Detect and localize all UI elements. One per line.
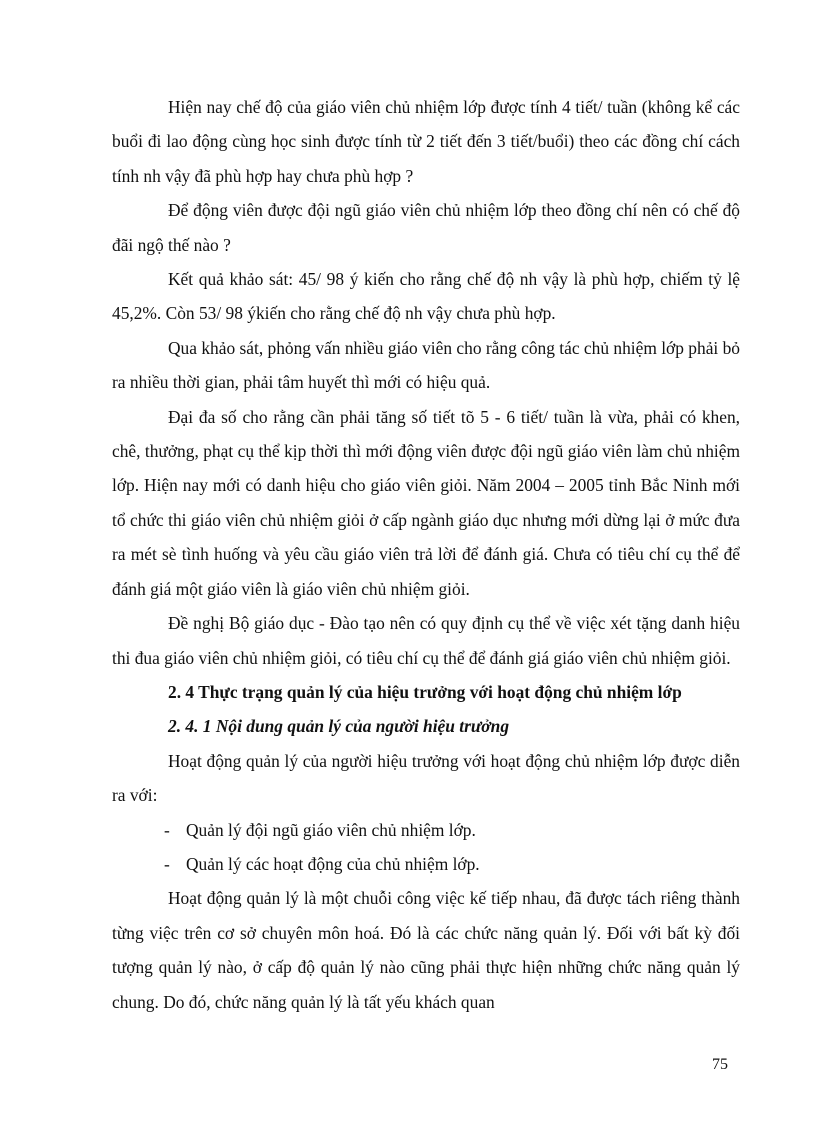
document-body <box>112 90 740 1019</box>
paragraph: Đề nghị Bộ giáo dục - Đào tạo nên có quy định cụ thể về việc xét tặng danh hiệu thi đua giáo viên chủ nhiệm giỏi, có tiêu chí cụ thể để đánh giá giáo viên chủ nhiệm giỏi. <box>112 613 740 668</box>
paragraph: Để động viên được đội ngũ giáo viên chủ nhiệm lớp theo đồng chí nên có chế độ đãi ngộ thế nào ? <box>112 200 740 255</box>
subsection-heading: 2. 4. 1 Nội dung quản lý của người hiệu trưởng <box>168 716 510 737</box>
bullet-list <box>112 813 740 882</box>
list-item-text: Quản lý đội ngũ giáo viên chủ nhiệm lớp. <box>186 819 476 840</box>
closing-paragraph: Hoạt động quản lý là một chuỗi công việc kế tiếp nhau, đã được tách riêng thành từng việc trên cơ sở chuyên môn hoá. Đó là các chức năng quản lý. Đối với bất kỳ đối tượng quản lý nào, ở cấp độ quản lý nào cũng phải thực hiện những chức năng quản lý chung. Do đó, chức năng quản lý là tất yếu khách quan <box>112 888 740 1012</box>
paragraph: Kết quả khảo sát: 45/ 98 ý kiến cho rằng chế độ nh vậy là phù hợp, chiếm tỷ lệ 45,2%. Còn 53/ 98 ýkiến cho rằng chế độ nh vậy chưa phù hợp. <box>112 269 740 324</box>
paragraph: Đại đa số cho rằng cần phải tăng số tiết tõ 5 - 6 tiết/ tuần là vừa, phải có khen, chê, thưởng, phạt cụ thể kịp thời thì mới động viên được đội ngũ giáo viên làm chủ nhiệm lớp. Hiện nay mới có danh hiệu cho giáo viên giỏi. Năm 2004 – 2005 tỉnh Bắc Ninh mới tổ chức thi giáo viên chủ nhiệm giỏi ở cấp ngành giáo dục nhưng mới dừng lại ở mức đưa ra mét sè tình huống và yêu cầu giáo viên trả lời để đánh giá. Chưa có tiêu chí cụ thể để đánh giá một giáo viên là giáo viên chủ nhiệm giỏi. <box>112 406 740 599</box>
list-item <box>112 847 740 881</box>
list-item <box>112 813 740 847</box>
list-item-text: Quản lý các hoạt động của chủ nhiệm lớp. <box>186 853 480 874</box>
section-heading: 2. 4 Thực trạng quản lý của hiệu trưởng với hoạt động chủ nhiệm lớp <box>168 681 682 702</box>
page-number: 75 <box>712 1056 728 1073</box>
bullet-dash: - <box>164 819 170 840</box>
paragraph: Hiện nay chế độ của giáo viên chủ nhiệm lớp được tính 4 tiết/ tuần (không kể các buổi đi lao động cùng học sinh được tính từ 2 tiết đến 3 tiết/buổi) theo các đồng chí cách tính nh vậy đã phù hợp hay chưa phù hợp ? <box>112 97 740 186</box>
intro-paragraph: Hoạt động quản lý của người hiệu trưởng với hoạt động chủ nhiệm lớp được diễn ra với: <box>112 750 740 806</box>
paragraph: Qua khảo sát, phỏng vấn nhiều giáo viên cho rằng công tác chủ nhiệm lớp phải bỏ ra nhiều thời gian, phải tâm huyết thì mới có hiệu quả. <box>112 337 740 393</box>
bullet-dash: - <box>164 853 170 874</box>
